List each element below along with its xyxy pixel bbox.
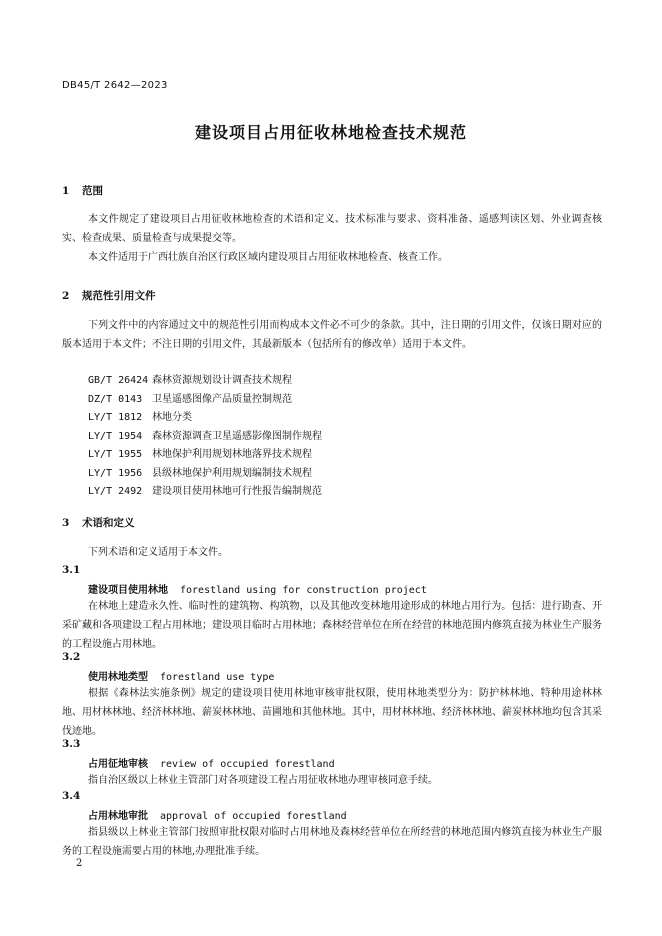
section-normative-heading bbox=[62, 288, 156, 303]
term-entry bbox=[88, 581, 427, 596]
term-number: 3.2 bbox=[62, 651, 81, 663]
reference-name: 建设项目使用林地可行性报告编制规范 bbox=[152, 486, 322, 497]
reference-code: LY/T 1812 bbox=[88, 412, 143, 423]
reference-name: 林地分类 bbox=[152, 412, 192, 423]
reference-item bbox=[88, 428, 322, 447]
standard-id: DB45/T 2642—2023 bbox=[62, 80, 168, 91]
reference-code: GB/T 26424 bbox=[88, 375, 149, 386]
term-name-en: approval of occupied forestland bbox=[160, 811, 347, 822]
reference-code: LY/T 2492 bbox=[88, 486, 143, 497]
scope-paragraph-1: 本文件规定了建设项目占用征收林地检查的术语和定义、技术标准与要求、资料准备、遥感判读区划、外业调查核实、检查成果、质量检查与成果提交等。 bbox=[62, 214, 602, 244]
term-name-en: forestland use type bbox=[160, 672, 275, 683]
reference-name: 卫星遥感图像产品质量控制规范 bbox=[152, 393, 292, 405]
term-name-zh: 使用林地类型 bbox=[88, 672, 148, 683]
page-number: 2 bbox=[76, 858, 83, 869]
term-name-zh: 占用征地审核 bbox=[88, 759, 148, 770]
reference-code: LY/T 1954 bbox=[88, 430, 143, 442]
scope-paragraph-2: 本文件适用于广西壮族自治区行政区域内建设项目占用征收林地检查、核查工作。 bbox=[88, 252, 448, 263]
term-name-en: forestland using for construction project bbox=[180, 585, 427, 596]
document-title: 建设项目占用征收林地检查技术规范 bbox=[194, 123, 467, 142]
section-scope-heading bbox=[62, 183, 103, 198]
term-entry bbox=[88, 668, 274, 683]
reference-name: 林地保护利用规划林地落界技术规程 bbox=[152, 449, 312, 460]
term-definition: 指自治区级以上林业主管部门对各项建设工程占用征收林地办理审核同意手续。 bbox=[88, 775, 438, 786]
reference-list bbox=[88, 372, 322, 502]
term-definition: 根据《森林法实施条例》规定的建设项目使用林地审核审批权限，使用林地类型分为：防护林林地、特种用途林林地、用材林林地、经济林林地、薪炭林林地、苗圃地和其他林地。其中，用材林林地、经济林林地、薪炭林林地均包含其采伐迹地。 bbox=[62, 688, 602, 737]
reference-item bbox=[88, 465, 322, 484]
term-name-zh: 占用林地审批 bbox=[88, 811, 148, 822]
normative-intro: 下列文件中的内容通过文中的规范性引用而构成本文件必不可少的条款。其中，注日期的引用文件，仅该日期对应的版本适用于本文件；不注日期的引用文件，其最新版本（包括所有的修改单）适用于本文件。 bbox=[62, 320, 602, 350]
section-terms-heading bbox=[62, 515, 135, 530]
term-definition: 在林地上建造永久性、临时性的建筑物、构筑物，以及其他改变林地用途形成的林地占用行为。包括：进行勘查、开采矿藏和各项建设工程占用林地；建设项目临时占用林地；森林经营单位在所在经营的林地范围内修筑直接为林业生产服务的工程设施占用林地。 bbox=[62, 601, 602, 650]
section-title: 范围 bbox=[82, 185, 103, 197]
reference-code: LY/T 1955 bbox=[88, 449, 143, 460]
section-title: 规范性引用文件 bbox=[82, 290, 156, 302]
term-number: 3.4 bbox=[62, 790, 81, 802]
reference-item bbox=[88, 446, 322, 465]
term-definition: 指县级以上林业主管部门按照审批权限对临时占用林地及森林经营单位在所经营的林地范围内修筑直接为林业生产服务的工程设施需要占用的林地,办理批准手续。 bbox=[62, 827, 602, 857]
term-number: 3.1 bbox=[62, 564, 81, 576]
term-name-en: review of occupied forestland bbox=[160, 759, 335, 770]
term-entry bbox=[88, 807, 347, 822]
reference-item bbox=[88, 372, 322, 391]
reference-item bbox=[88, 409, 322, 428]
term-number: 3.3 bbox=[62, 738, 81, 750]
section-number: 3 bbox=[62, 517, 70, 529]
reference-item bbox=[88, 483, 322, 502]
term-entry bbox=[88, 755, 335, 770]
reference-name: 森林资源规划设计调查技术规程 bbox=[152, 375, 292, 386]
reference-name: 县级林地保护利用规划编制技术规程 bbox=[152, 467, 312, 479]
section-number: 2 bbox=[62, 290, 70, 302]
reference-code: DZ/T 0143 bbox=[88, 393, 143, 405]
reference-name: 森林资源调查卫星遥感影像图制作规程 bbox=[152, 430, 322, 442]
section-title: 术语和定义 bbox=[82, 517, 135, 529]
term-name-zh: 建设项目使用林地 bbox=[88, 585, 168, 596]
reference-code: LY/T 1956 bbox=[88, 467, 143, 479]
section-number: 1 bbox=[62, 185, 70, 197]
reference-item bbox=[88, 391, 322, 410]
terms-intro: 下列术语和定义适用于本文件。 bbox=[88, 547, 228, 558]
